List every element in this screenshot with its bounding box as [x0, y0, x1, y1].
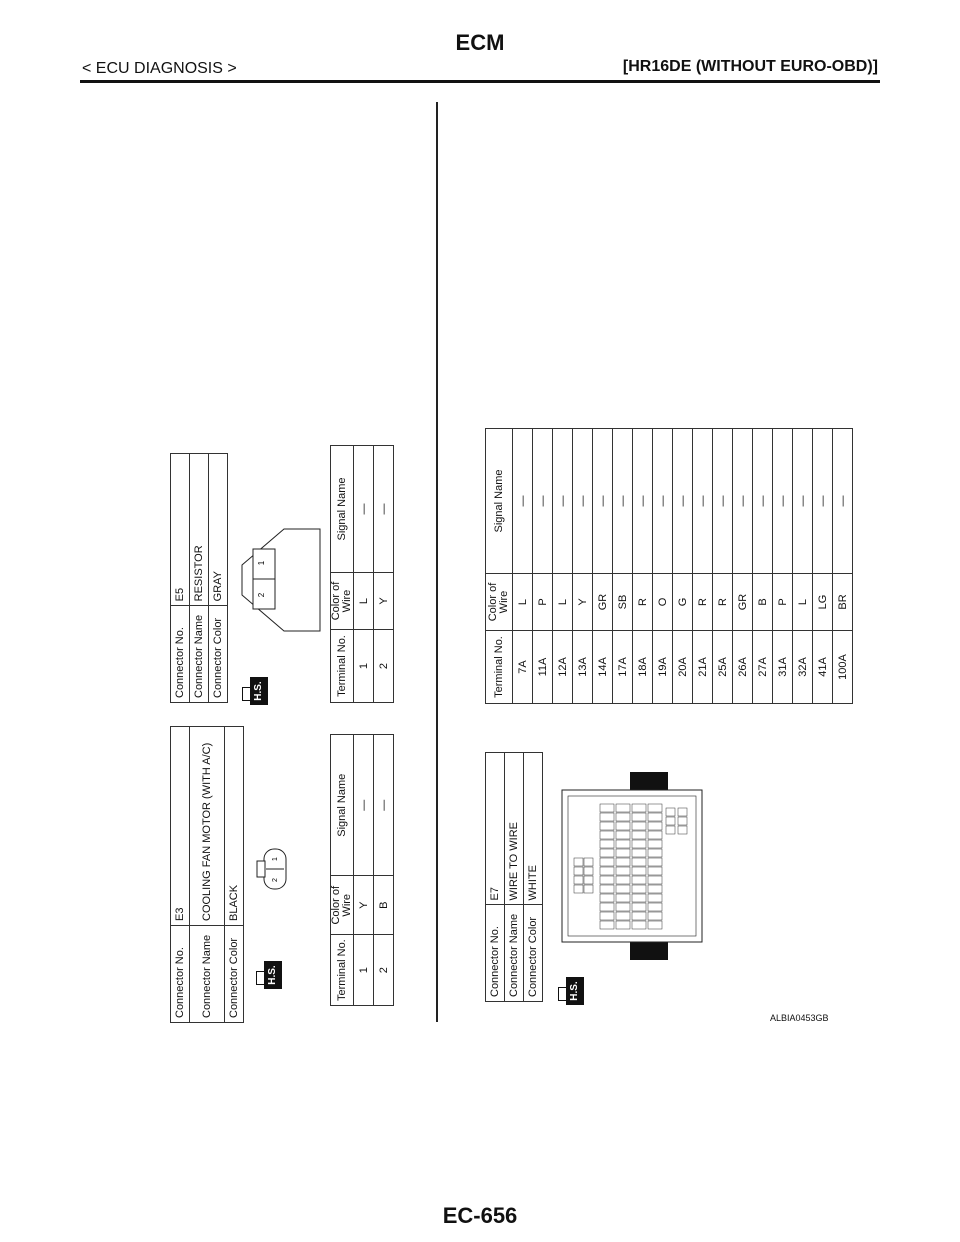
signal-name: — [753, 429, 773, 574]
wire-color: GR [593, 574, 613, 631]
terminal-cavity [632, 840, 646, 848]
terminal-no: 19A [653, 631, 673, 704]
terminal-cavity [600, 831, 614, 839]
table-row [653, 429, 673, 704]
label-connector-name: Connector Name [190, 926, 225, 1023]
wire-color: L [354, 573, 374, 630]
terminal-cavity [616, 822, 630, 830]
terminal-cavity [632, 804, 646, 812]
terminal-cavity [616, 831, 630, 839]
terminal-cavity [616, 921, 630, 929]
wire-color: SB [613, 574, 633, 631]
e3-connector-no: E3 [171, 727, 190, 926]
e7-connector-no: E7 [486, 753, 505, 905]
e3-connector-name: COOLING FAN MOTOR (WITH A/C) [190, 727, 225, 926]
terminal-cavity [678, 826, 687, 834]
terminal-cavity [632, 813, 646, 821]
terminal-cavity [616, 804, 630, 812]
table-row [773, 429, 793, 704]
terminal-cavity [648, 876, 662, 884]
terminal-cavity [600, 813, 614, 821]
table-row [753, 429, 773, 704]
wire-color: B [374, 876, 394, 935]
section-breadcrumb: < ECU DIAGNOSIS > [82, 60, 237, 77]
signal-name: — [354, 735, 374, 876]
connector-latch [257, 861, 265, 877]
terminal-cavity [678, 817, 687, 825]
terminal-no: 11A [533, 631, 553, 704]
wire-color: O [653, 574, 673, 631]
table-row [593, 429, 613, 704]
figure-id: ALBIA0453GB [770, 1013, 829, 1023]
signal-name: — [773, 429, 793, 574]
e5-connector-name: RESISTOR [190, 454, 209, 606]
e5-connector-no: E5 [171, 454, 190, 606]
terminal-cavity [600, 840, 614, 848]
terminal-cavity [632, 903, 646, 911]
label-connector-color: Connector Color [524, 905, 543, 1002]
terminal-cavity [584, 876, 593, 884]
table-row [693, 429, 713, 704]
signal-name: — [673, 429, 693, 574]
label-connector-color: Connector Color [225, 926, 244, 1023]
terminal-cavity [600, 867, 614, 875]
terminal-cavity [648, 840, 662, 848]
terminal-cavity [600, 912, 614, 920]
wire-color: Y [573, 574, 593, 631]
col-wire-color: Color of Wire [331, 573, 354, 630]
col-signal-name: Signal Name [331, 446, 354, 573]
col-terminal-no: Terminal No. [331, 630, 354, 703]
signal-name: — [513, 429, 533, 574]
signal-name: — [593, 429, 613, 574]
terminal-cavity [648, 822, 662, 830]
pin-label: 2 [257, 592, 266, 598]
signal-name: — [374, 446, 394, 573]
terminal-cavity [584, 867, 593, 875]
label-connector-no: Connector No. [486, 905, 505, 1002]
e5-connector-face [236, 525, 326, 635]
table-row [673, 429, 693, 704]
pin-label: 1 [257, 560, 266, 566]
col-wire-color: Color of Wire [486, 574, 513, 631]
terminal-cavity [616, 885, 630, 893]
wire-color: L [553, 574, 573, 631]
terminal-cavity [600, 822, 614, 830]
terminal-cavity [648, 894, 662, 902]
hs-label: H.S. [566, 977, 584, 1005]
pin-label: 1 [272, 857, 279, 861]
terminal-cavity [574, 867, 583, 875]
wire-color: BR [833, 574, 853, 631]
terminal-cavity [616, 813, 630, 821]
table-row [733, 429, 753, 704]
signal-name: — [533, 429, 553, 574]
terminal-cavity [648, 912, 662, 920]
e5-hs-badge [242, 677, 268, 705]
terminal-no: 26A [733, 631, 753, 704]
col-signal-name: Signal Name [486, 429, 513, 574]
e3-connector-face [250, 845, 290, 895]
wire-color: P [773, 574, 793, 631]
signal-name: — [793, 429, 813, 574]
table-row [793, 429, 813, 704]
signal-name: — [573, 429, 593, 574]
terminal-cavity [616, 894, 630, 902]
signal-name: — [713, 429, 733, 574]
terminal-no: 1 [354, 630, 374, 703]
e7-terminal-table [485, 428, 853, 704]
wire-color: R [693, 574, 713, 631]
terminal-cavity [666, 826, 675, 834]
signal-name: — [733, 429, 753, 574]
wire-color: P [533, 574, 553, 631]
terminal-cavity [648, 921, 662, 929]
signal-name: — [693, 429, 713, 574]
terminal-cavity [574, 858, 583, 866]
wire-color: Y [354, 876, 374, 935]
column-divider [436, 102, 438, 1022]
wire-color: R [633, 574, 653, 631]
table-row [354, 735, 374, 1006]
e3-terminal-table [330, 734, 394, 1006]
terminal-no: 25A [713, 631, 733, 704]
signal-name: — [613, 429, 633, 574]
label-connector-name: Connector Name [505, 905, 524, 1002]
wire-color: R [713, 574, 733, 631]
e3-connector-color: BLACK [225, 727, 244, 926]
terminal-cavity [648, 858, 662, 866]
terminal-no: 7A [513, 631, 533, 704]
header-rule [80, 80, 880, 83]
table-row [833, 429, 853, 704]
terminal-cavity [616, 912, 630, 920]
terminal-cavity [648, 903, 662, 911]
terminal-cavity [600, 849, 614, 857]
terminal-cavity [632, 849, 646, 857]
terminal-no: 32A [793, 631, 813, 704]
terminal-cavity [648, 867, 662, 875]
e3-hs-badge [256, 961, 282, 989]
col-wire-color: Color of Wire [331, 876, 354, 935]
terminal-cavity [600, 903, 614, 911]
wire-color: G [673, 574, 693, 631]
terminal-no: 18A [633, 631, 653, 704]
terminal-cavity [584, 858, 593, 866]
terminal-cavity [600, 894, 614, 902]
terminal-cavity [632, 885, 646, 893]
terminal-cavity [574, 885, 583, 893]
terminal-cavity [632, 858, 646, 866]
terminal-no: 41A [813, 631, 833, 704]
wire-color: LG [813, 574, 833, 631]
connector-e7-info [485, 752, 543, 1002]
terminal-no: 2 [374, 935, 394, 1006]
table-row [374, 446, 394, 703]
wire-color: GR [733, 574, 753, 631]
terminal-no: 21A [693, 631, 713, 704]
model-label: [HR16DE (WITHOUT EURO-OBD)] [622, 58, 878, 75]
label-connector-no: Connector No. [171, 926, 190, 1023]
terminal-cavity [666, 808, 675, 816]
table-row [613, 429, 633, 704]
wire-color: L [513, 574, 533, 631]
col-signal-name: Signal Name [331, 735, 354, 876]
terminal-no: 100A [833, 631, 853, 704]
wire-color: B [753, 574, 773, 631]
table-row [633, 429, 653, 704]
terminal-cavity [616, 858, 630, 866]
terminal-cavity [600, 804, 614, 812]
terminal-cavity [600, 921, 614, 929]
hs-label: H.S. [264, 961, 282, 989]
table-row [713, 429, 733, 704]
terminal-cavity [632, 921, 646, 929]
terminal-cavity [632, 912, 646, 920]
terminal-no: 1 [354, 935, 374, 1006]
terminal-no: 2 [374, 630, 394, 703]
terminal-cavity [632, 894, 646, 902]
terminal-cavity [632, 831, 646, 839]
terminal-cavity [616, 840, 630, 848]
e7-connector-face [560, 768, 710, 964]
e7-connector-name: WIRE TO WIRE [505, 753, 524, 905]
terminal-no: 13A [573, 631, 593, 704]
page-title: ECM [455, 30, 505, 55]
connector-e5-info [170, 453, 228, 703]
table-row [813, 429, 833, 704]
label-connector-no: Connector No. [171, 606, 190, 703]
signal-name: — [653, 429, 673, 574]
signal-name: — [833, 429, 853, 574]
table-row [513, 429, 533, 704]
wire-color: Y [374, 573, 394, 630]
signal-name: — [633, 429, 653, 574]
table-row [573, 429, 593, 704]
terminal-cavity [648, 813, 662, 821]
hs-label: H.S. [250, 677, 268, 705]
table-row [533, 429, 553, 704]
page-number: EC-656 [442, 1203, 518, 1228]
terminal-no: 31A [773, 631, 793, 704]
terminal-cavity [648, 831, 662, 839]
terminal-no: 12A [553, 631, 573, 704]
terminal-no: 20A [673, 631, 693, 704]
terminal-cavity [648, 849, 662, 857]
col-terminal-no: Terminal No. [331, 935, 354, 1006]
table-row [374, 735, 394, 1006]
terminal-cavity [666, 817, 675, 825]
terminal-cavity [616, 849, 630, 857]
terminal-cavity [574, 876, 583, 884]
terminal-cavity [600, 858, 614, 866]
terminal-cavity [632, 867, 646, 875]
terminal-no: 27A [753, 631, 773, 704]
table-row [354, 446, 374, 703]
terminal-cavity [600, 876, 614, 884]
terminal-cavity [678, 808, 687, 816]
terminal-cavity [616, 903, 630, 911]
terminal-cavity [600, 885, 614, 893]
signal-name: — [374, 735, 394, 876]
terminal-cavity [648, 804, 662, 812]
terminal-cavity [616, 876, 630, 884]
e5-terminal-table [330, 445, 394, 703]
e5-connector-color: GRAY [209, 454, 228, 606]
terminal-cavity [648, 885, 662, 893]
terminal-no: 14A [593, 631, 613, 704]
terminal-cavity [632, 822, 646, 830]
terminal-no: 17A [613, 631, 633, 704]
col-terminal-no: Terminal No. [486, 631, 513, 704]
label-connector-name: Connector Name [190, 606, 209, 703]
terminal-cavity [616, 867, 630, 875]
connector-e3-info [170, 723, 244, 1023]
label-connector-color: Connector Color [209, 606, 228, 703]
e7-connector-color: WHITE [524, 753, 543, 905]
wire-color: L [793, 574, 813, 631]
table-row [553, 429, 573, 704]
signal-name: — [553, 429, 573, 574]
signal-name: — [354, 446, 374, 573]
terminal-cavity [632, 876, 646, 884]
e7-hs-badge [558, 977, 584, 1005]
pin-label: 2 [272, 878, 279, 882]
terminal-cavity [584, 885, 593, 893]
signal-name: — [813, 429, 833, 574]
